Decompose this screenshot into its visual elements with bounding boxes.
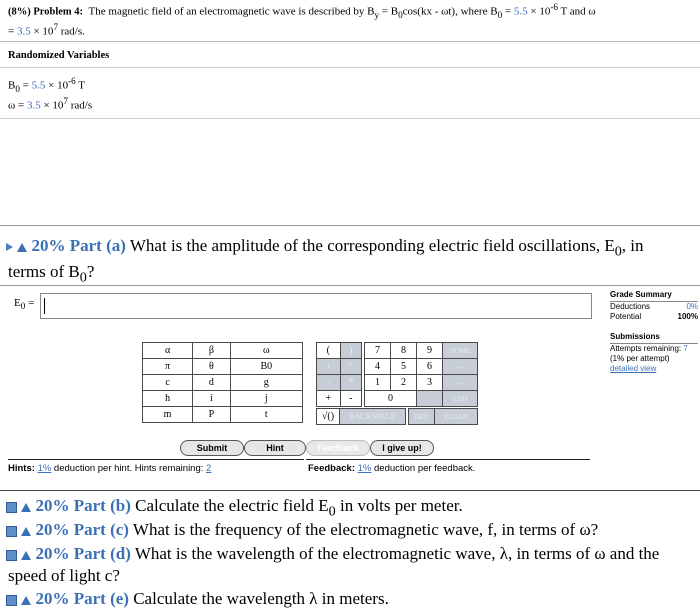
part-a-question-line2 xyxy=(8,262,94,286)
give-up-button[interactable]: I give up! xyxy=(370,440,434,456)
subscript: 0 xyxy=(15,83,20,94)
key-dot[interactable]: . xyxy=(417,391,443,407)
key-t[interactable]: t xyxy=(230,407,302,423)
question-text: What is the amplitude of the corresponding electric field oscillations, E xyxy=(129,236,615,255)
deductions-label: Deductions xyxy=(610,302,651,311)
subscript: 0 xyxy=(497,9,503,20)
key-minus[interactable]: - xyxy=(317,375,341,391)
key-j[interactable]: j xyxy=(230,391,302,407)
attempts-label: Attempts remaining: xyxy=(610,344,684,353)
subscript: 0 xyxy=(328,503,336,520)
feedback-percent: 1% xyxy=(357,463,372,474)
question-text: , in xyxy=(621,236,644,255)
key-sqrt[interactable]: √() xyxy=(317,409,340,425)
subscript: 0 xyxy=(398,9,403,20)
submit-button[interactable]: Submit xyxy=(180,440,244,456)
sqrt-backspace-row xyxy=(316,408,406,425)
divider xyxy=(0,490,700,491)
hints-text: deduction per hint. Hints remaining: xyxy=(51,463,207,474)
key-2[interactable]: 2 xyxy=(391,375,417,391)
key-g[interactable]: g xyxy=(230,375,302,391)
divider xyxy=(8,459,304,460)
part-c-percent: 20% Part (c) xyxy=(35,520,129,539)
key-right[interactable]: → xyxy=(443,375,478,391)
problem-text: × 10 xyxy=(30,25,54,38)
problem-text: × 10 xyxy=(527,5,551,18)
divider xyxy=(306,459,590,460)
hints-label: Hints: xyxy=(8,463,35,474)
feedback-text: deduction per feedback. xyxy=(371,463,476,474)
key-plus[interactable]: + xyxy=(317,391,341,407)
warning-icon xyxy=(17,243,27,252)
randomized-b0 xyxy=(8,76,85,94)
key-alpha[interactable]: α xyxy=(143,343,193,359)
key-0[interactable]: 0 xyxy=(365,391,417,407)
key-backspace[interactable]: BACKSPACE xyxy=(340,409,406,425)
var-label: × 10 xyxy=(45,79,69,92)
problem-statement-line2 xyxy=(8,22,85,38)
problem-statement xyxy=(8,2,698,20)
collapsed-icon xyxy=(6,595,17,606)
superscript: -6 xyxy=(68,76,76,86)
question-text: terms of B xyxy=(8,262,80,281)
omega-value: 3.5 xyxy=(26,99,41,112)
hints-line xyxy=(8,463,211,474)
key-end[interactable]: END xyxy=(443,391,478,407)
key-omega[interactable]: ω xyxy=(230,343,302,359)
var-label: rad/s xyxy=(68,99,93,112)
key-m[interactable]: m xyxy=(143,407,193,423)
collapsed-icon xyxy=(6,502,17,513)
operator-keypad xyxy=(316,342,362,407)
part-d-line2: speed of light c? xyxy=(8,566,120,585)
part-c-text: What is the frequency of the electromagnetic wave, f, in terms of ω? xyxy=(132,520,599,539)
key-multiply[interactable]: * xyxy=(340,375,361,391)
collapsed-icon xyxy=(6,526,17,537)
subscript: 0 xyxy=(79,269,87,286)
key-b0[interactable]: B0 xyxy=(230,359,302,375)
problem-text: T and ω xyxy=(557,5,596,18)
key-home[interactable]: HOME xyxy=(443,343,478,359)
warning-icon xyxy=(21,503,31,512)
var-label: × 10 xyxy=(40,99,64,112)
key-9[interactable]: 9 xyxy=(417,343,443,359)
var-label: B xyxy=(8,79,16,92)
problem-text: = xyxy=(502,5,514,18)
divider xyxy=(0,285,700,286)
part-a-percent: 20% Part (a) xyxy=(31,236,126,255)
key-h[interactable]: h xyxy=(143,391,193,407)
subscript: 0 xyxy=(614,243,622,260)
problem-text: = xyxy=(8,25,17,38)
part-b-text: in volts per meter. xyxy=(335,496,463,515)
problem-text: rad/s. xyxy=(58,25,85,38)
key-del[interactable]: DEL xyxy=(409,409,435,425)
key-left[interactable]: ← xyxy=(443,359,478,375)
part-d[interactable] xyxy=(6,544,700,564)
problem-text: The magnetic field of an electromagnetic wave is described by B xyxy=(88,5,375,18)
part-e[interactable] xyxy=(6,589,389,609)
expand-triangle-icon[interactable] xyxy=(6,243,13,251)
part-b[interactable] xyxy=(6,496,463,520)
divider xyxy=(0,225,700,226)
randomized-omega xyxy=(8,96,92,112)
problem-header: (8%) Problem 4: xyxy=(8,6,84,18)
feedback-button[interactable]: Feedback xyxy=(306,440,370,456)
per-attempt: (1% per attempt) xyxy=(610,354,670,363)
deductions-value: 0% xyxy=(686,302,698,311)
del-clear-row xyxy=(408,408,478,425)
key-pi[interactable]: π xyxy=(143,359,193,375)
key-3[interactable]: 3 xyxy=(417,375,443,391)
warning-icon xyxy=(21,551,31,560)
key-theta[interactable]: θ xyxy=(193,359,230,375)
answer-var: = xyxy=(25,297,35,309)
key-d[interactable]: d xyxy=(193,375,230,391)
answer-label xyxy=(14,297,34,311)
key-clear[interactable]: CLEAR xyxy=(435,409,478,425)
key-c[interactable]: c xyxy=(143,375,193,391)
key-beta[interactable]: β xyxy=(193,343,230,359)
text-cursor xyxy=(44,298,45,314)
grade-title: Grade Summary xyxy=(610,290,672,299)
part-a-question xyxy=(6,236,696,260)
part-b-percent: 20% Part (b) xyxy=(35,496,131,515)
part-b-text: Calculate the electric field E xyxy=(135,496,329,515)
problem-text: = B xyxy=(379,5,399,18)
part-c[interactable] xyxy=(6,520,598,540)
potential-value: 100% xyxy=(677,312,698,321)
question-text: ? xyxy=(86,262,95,281)
key-8[interactable]: 8 xyxy=(391,343,417,359)
key-power[interactable]: ^ xyxy=(340,359,361,375)
warning-icon xyxy=(21,527,31,536)
b0-value: 5.5 xyxy=(31,79,46,92)
divider xyxy=(0,67,700,68)
key-p[interactable]: P xyxy=(193,407,230,423)
b0-value: 5.5 xyxy=(513,5,528,18)
number-keypad xyxy=(364,342,478,407)
hints-percent: 1% xyxy=(37,463,52,474)
key-5[interactable]: 5 xyxy=(391,359,417,375)
part-e-percent: 20% Part (e) xyxy=(35,589,129,608)
key-6[interactable]: 6 xyxy=(417,359,443,375)
subscript: y xyxy=(374,9,380,20)
key-1[interactable]: 1 xyxy=(365,375,391,391)
submissions-title: Submissions xyxy=(610,332,660,341)
var-label: = xyxy=(19,79,32,92)
var-label: T xyxy=(75,79,86,92)
randomized-title: Randomized Variables xyxy=(8,50,110,61)
omega-value: 3.5 xyxy=(16,25,31,38)
potential-label: Potential xyxy=(610,312,642,321)
superscript: 7 xyxy=(53,22,59,32)
key-7[interactable]: 7 xyxy=(365,343,391,359)
var-label: ω = xyxy=(8,99,27,112)
answer-var: E xyxy=(14,297,21,309)
hint-button[interactable]: Hint xyxy=(244,440,306,456)
warning-icon xyxy=(21,596,31,605)
key-i[interactable]: i xyxy=(193,391,230,407)
grade-summary xyxy=(610,290,698,374)
part-d-percent: 20% Part (d) xyxy=(35,544,131,563)
feedback-line xyxy=(308,463,475,474)
attempts-value: 7 xyxy=(683,344,688,353)
key-subtract[interactable]: - xyxy=(340,391,361,407)
hints-remaining: 2 xyxy=(206,463,212,474)
answer-input[interactable] xyxy=(40,293,592,319)
part-d-text: What is the wavelength of the electromagnetic wave, λ, in terms of ω and the xyxy=(134,544,660,563)
part-e-text: Calculate the wavelength λ in meters. xyxy=(133,589,389,608)
detailed-view-link[interactable]: detailed view xyxy=(610,364,657,373)
variable-keypad xyxy=(142,342,303,423)
divider xyxy=(0,41,700,42)
divider xyxy=(0,118,700,119)
key-4[interactable]: 4 xyxy=(365,359,391,375)
key-up-arrow[interactable]: ↑ xyxy=(317,359,341,375)
superscript: -6 xyxy=(550,2,558,12)
collapsed-icon xyxy=(6,550,17,561)
feedback-label: Feedback: xyxy=(308,463,355,474)
superscript: 7 xyxy=(63,96,68,106)
key-close-paren[interactable]: ) xyxy=(340,343,361,359)
key-open-paren[interactable]: ( xyxy=(317,343,341,359)
subscript: 0 xyxy=(20,301,26,312)
problem-text: cos(kx - ωt), where B xyxy=(402,5,498,18)
